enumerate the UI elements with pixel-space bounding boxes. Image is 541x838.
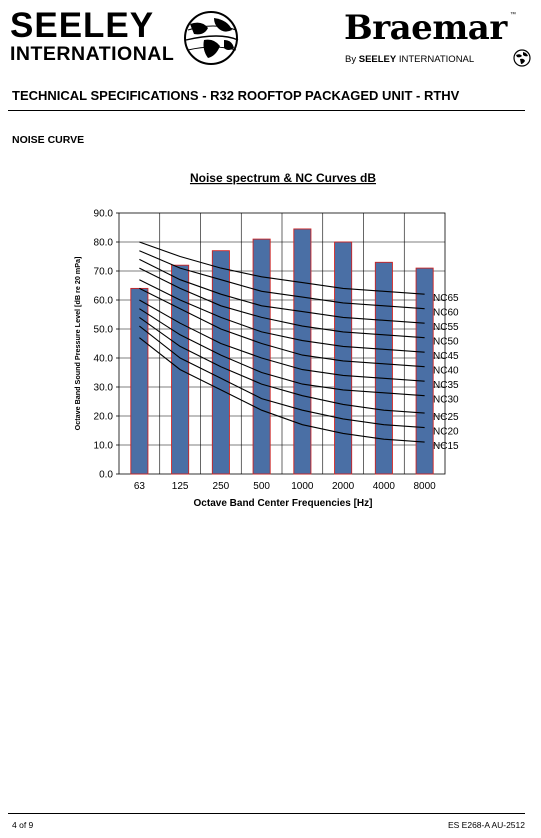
page-number: 4 of 9 [12,820,34,830]
noise-spectrum-chart [0,160,541,520]
nc-curve-label-nc30: NC30 [433,394,459,406]
x-tick-label: 4000 [372,481,395,492]
seeley-international-logo [10,8,242,68]
y-tick-label: 40.0 [93,353,113,365]
chart-title: Noise spectrum & NC Curves dB [189,171,377,185]
nc-curve-label-nc55: NC55 [433,322,459,334]
nc-curve-label-nc65: NC65 [433,293,459,305]
y-axis-label: Octave Band Sound Pressure Level [dB re 20 mPa] [73,256,82,431]
x-axis-label: Octave Band Center Frequencies [Hz] [193,498,373,509]
y-tick-label: 50.0 [93,324,113,336]
bar-250 [212,251,229,474]
x-tick-label: 2000 [332,481,355,492]
braemar-wordmark: Braemar [344,8,507,48]
bar-8000 [416,268,433,474]
y-tick-label: 90.0 [93,208,113,220]
section-heading: NOISE CURVE [12,134,85,146]
nc-curve-label-nc20: NC20 [433,426,459,438]
globe-icon [180,10,242,66]
byline-brand: SEELEY [358,54,397,65]
x-tick-label: 63 [133,481,145,492]
x-tick-label: 125 [171,481,189,492]
y-tick-label: 0.0 [99,469,113,481]
y-tick-label: 20.0 [93,411,113,423]
nc-curve-label-nc60: NC60 [433,307,459,319]
bar-4000 [375,262,392,474]
y-tick-label: 60.0 [93,295,113,307]
trademark-symbol: ™ [510,12,516,18]
y-tick-label: 30.0 [93,382,113,394]
bar-63 [131,288,148,474]
nc-curve-label-nc35: NC35 [433,380,459,392]
nc-curve-label-nc40: NC40 [433,365,459,377]
seeley-logo-line1: SEELEY [10,6,155,45]
nc-curve-label-nc45: NC45 [433,351,459,363]
x-tick-label: 250 [212,481,230,492]
document-reference: ES E268-A AU-2512 [447,820,525,830]
byline-suffix: INTERNATIONAL [398,54,475,65]
y-tick-label: 70.0 [93,266,113,278]
braemar-logo [344,8,534,68]
nc-curve-label-nc50: NC50 [433,336,459,348]
globe-icon [513,49,531,67]
nc-curve-label-nc15: NC15 [433,441,459,453]
x-tick-label: 8000 [413,481,436,492]
x-tick-label: 1000 [291,481,314,492]
title-divider [8,110,525,111]
nc-curve-label-nc25: NC25 [433,412,459,424]
document-title: TECHNICAL SPECIFICATIONS - R32 ROOFTOP PACKAGED UNIT - RTHV [12,88,460,103]
bar-2000 [335,242,352,474]
y-tick-label: 80.0 [93,237,113,249]
x-tick-label: 500 [253,481,270,492]
braemar-byline [345,54,474,65]
y-tick-label: 10.0 [93,440,113,452]
footer-divider [8,813,525,814]
bar-500 [253,239,270,474]
seeley-logo-line2: INTERNATIONAL [10,43,175,65]
byline-prefix: By [345,54,357,65]
bar-1000 [294,229,311,474]
